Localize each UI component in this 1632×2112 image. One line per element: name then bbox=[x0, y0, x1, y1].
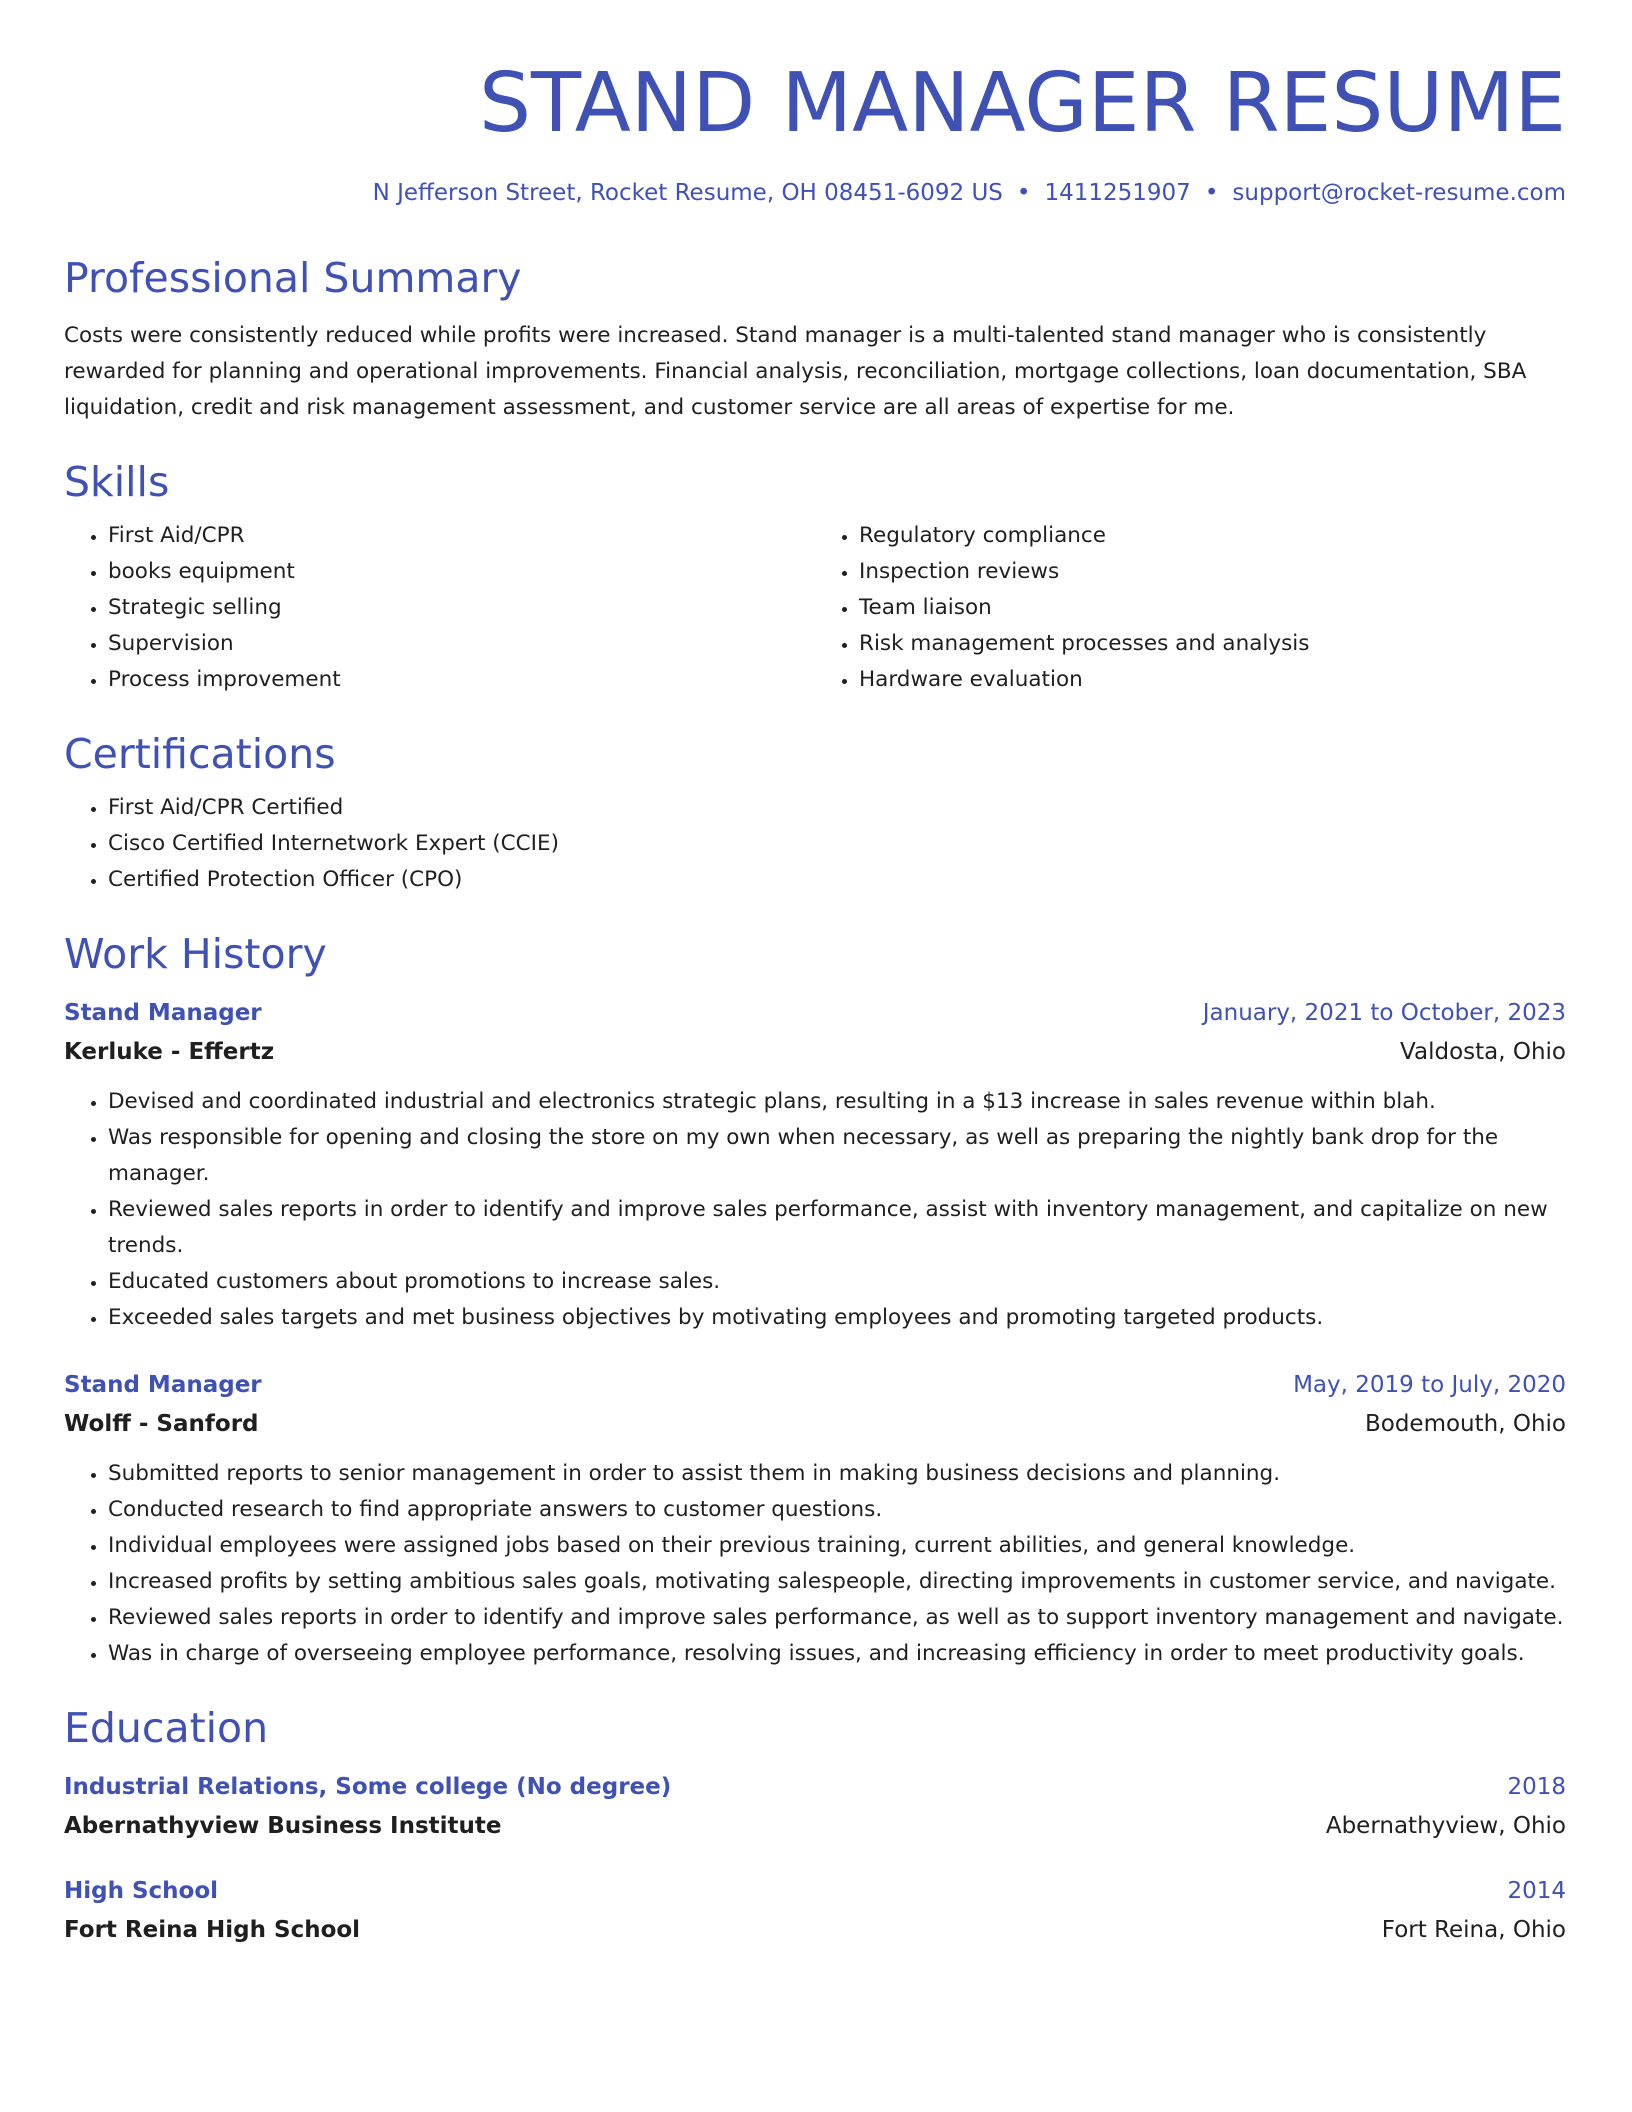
contact-separator: • bbox=[1016, 180, 1031, 206]
education-location: Abernathyview, Ohio bbox=[1325, 1813, 1566, 1839]
job-company-row bbox=[64, 1032, 1566, 1072]
summary-heading: Professional Summary bbox=[64, 254, 522, 302]
education-section bbox=[64, 1702, 1566, 1950]
skill-item: • Supervision bbox=[108, 626, 815, 662]
education-school: Abernathyview Business Institute bbox=[64, 1813, 502, 1839]
education-school-row bbox=[64, 1806, 1566, 1846]
education-header-row bbox=[64, 1768, 1566, 1806]
job-dates: January, 2021 to October, 2023 bbox=[1202, 1000, 1566, 1026]
resume-page bbox=[64, 0, 1566, 1950]
skill-item: • Team liaison bbox=[859, 590, 1566, 626]
skill-item: • Hardware evaluation bbox=[859, 662, 1566, 698]
job-bullet: • Was responsible for opening and closing the store on my own when necessary, as well as preparing the nightly bank drop for the manager. bbox=[108, 1120, 1566, 1192]
job-location: Bodemouth, Ohio bbox=[1364, 1411, 1566, 1437]
skills-grid bbox=[64, 518, 1566, 698]
summary-section bbox=[64, 252, 1566, 426]
skill-item: • books equipment bbox=[108, 554, 815, 590]
address: N Jefferson Street, Rocket Resume, OH 08451-6092 US bbox=[372, 180, 1003, 206]
job-entry bbox=[64, 1366, 1566, 1672]
resume-title: STAND MANAGER RESUME bbox=[478, 56, 1566, 151]
work-history-heading: Work History bbox=[64, 930, 327, 978]
job-bullet: • Conducted research to find appropriate answers to customer questions. bbox=[108, 1492, 1566, 1528]
job-bullets bbox=[64, 1456, 1566, 1672]
job-title: Stand Manager bbox=[64, 1372, 262, 1398]
skill-item: • Process improvement bbox=[108, 662, 815, 698]
education-degree: Industrial Relations, Some college (No degree) bbox=[64, 1774, 672, 1800]
certifications-list bbox=[64, 790, 1566, 898]
skill-item: • First Aid/CPR bbox=[108, 518, 815, 554]
phone: 1411251907 bbox=[1044, 180, 1191, 206]
job-header-row bbox=[64, 1366, 1566, 1404]
job-bullet: • Submitted reports to senior management in order to assist them in making business decisions and planning. bbox=[108, 1456, 1566, 1492]
job-header-row bbox=[64, 994, 1566, 1032]
education-year: 2014 bbox=[1507, 1878, 1566, 1904]
job-bullet: • Was in charge of overseeing employee performance, resolving issues, and increasing efficiency in order to meet productivity goals. bbox=[108, 1636, 1566, 1672]
education-degree: High School bbox=[64, 1878, 219, 1904]
certifications-section bbox=[64, 728, 1566, 898]
job-dates: May, 2019 to July, 2020 bbox=[1293, 1372, 1566, 1398]
job-company: Wolff - Sanford bbox=[64, 1411, 259, 1437]
education-year: 2018 bbox=[1507, 1774, 1566, 1800]
skills-section bbox=[64, 456, 1566, 698]
job-title: Stand Manager bbox=[64, 1000, 262, 1026]
job-bullet: • Exceeded sales targets and met business objectives by motivating employees and promoting targeted products. bbox=[108, 1300, 1566, 1336]
job-company-row bbox=[64, 1404, 1566, 1444]
certification-item: • First Aid/CPR Certified bbox=[108, 790, 1566, 826]
email: support@rocket-resume.com bbox=[1232, 180, 1566, 206]
work-history-section bbox=[64, 928, 1566, 1672]
job-bullet: • Increased profits by setting ambitious sales goals, motivating salespeople, directing improvements in customer service, and navigate. bbox=[108, 1564, 1566, 1600]
job-location: Valdosta, Ohio bbox=[1400, 1039, 1566, 1065]
education-heading: Education bbox=[64, 1704, 269, 1752]
certification-item: • Certified Protection Officer (CPO) bbox=[108, 862, 1566, 898]
job-company: Kerluke - Effertz bbox=[64, 1039, 275, 1065]
education-location: Fort Reina, Ohio bbox=[1381, 1917, 1566, 1943]
job-bullet: • Reviewed sales reports in order to identify and improve sales performance, assist with inventory management, and capitalize on new trends. bbox=[108, 1192, 1566, 1264]
education-header-row bbox=[64, 1872, 1566, 1910]
certification-item: • Cisco Certified Internetwork Expert (CCIE) bbox=[108, 826, 1566, 862]
skill-item: • Regulatory compliance bbox=[859, 518, 1566, 554]
job-bullets bbox=[64, 1084, 1566, 1336]
job-entry bbox=[64, 994, 1566, 1336]
skills-left-list bbox=[64, 518, 815, 698]
skills-heading: Skills bbox=[64, 458, 170, 506]
education-entry bbox=[64, 1872, 1566, 1950]
certifications-heading: Certifications bbox=[64, 730, 336, 778]
job-bullet: • Devised and coordinated industrial and electronics strategic plans, resulting in a $13 increase in sales revenue within blah. bbox=[108, 1084, 1566, 1120]
summary-text: Costs were consistently reduced while profits were increased. Stand manager is a multi-talented stand manager who is consistently rewarded for planning and operational improvements. Financial analysis, reconciliation, mortgage collections, loan documentation, SBA liquidation, credit and risk management assessment, and customer service are all areas of expertise for me. bbox=[64, 323, 1527, 420]
education-entry bbox=[64, 1768, 1566, 1846]
skill-item: • Strategic selling bbox=[108, 590, 815, 626]
job-bullet: • Reviewed sales reports in order to identify and improve sales performance, as well as to support inventory management and navigate. bbox=[108, 1600, 1566, 1636]
skills-right-list bbox=[815, 518, 1566, 698]
contact-separator: • bbox=[1204, 180, 1219, 206]
job-bullet: • Educated customers about promotions to increase sales. bbox=[108, 1264, 1566, 1300]
contact-line bbox=[64, 178, 1566, 208]
skill-item: • Risk management processes and analysis bbox=[859, 626, 1566, 662]
education-school-row bbox=[64, 1910, 1566, 1950]
job-bullet: • Individual employees were assigned jobs based on their previous training, current abilities, and general knowledge. bbox=[108, 1528, 1566, 1564]
skill-item: • Inspection reviews bbox=[859, 554, 1566, 590]
education-school: Fort Reina High School bbox=[64, 1917, 361, 1943]
